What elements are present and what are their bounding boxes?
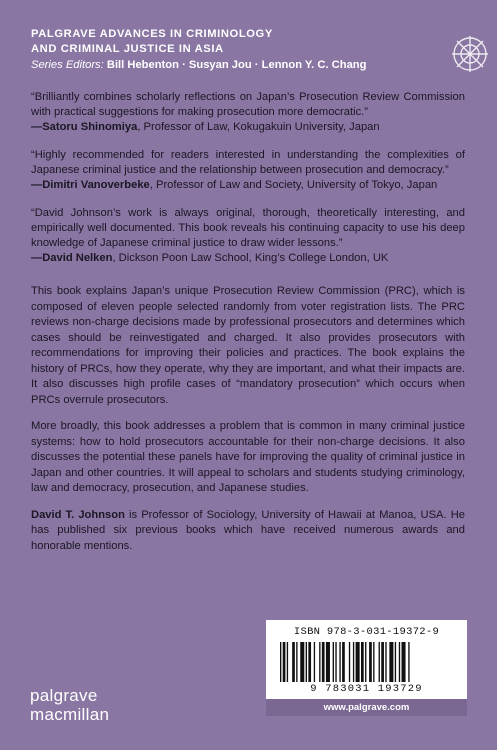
attr-dash: — [31,179,43,191]
endorsement-1 [31,90,465,135]
series-title: PALGRAVE ADVANCES IN CRIMINOLOGY AND CRIMINAL JUSTICE IN ASIA [31,28,273,55]
editors-names: Bill Hebenton · Susyan Jou · Lennon Y. C. Chang [106,59,367,71]
endorsement-attribution [31,120,465,135]
attr-dash: — [31,121,43,133]
endorsement-text: “Brilliantly combines scholarly reflections on Japan’s Prosecution Review Commission with practical suggestions for making prosecution more democratic.” [31,91,465,118]
endorsement-3 [31,206,465,266]
endorser-name: Dimitri Vanoverbeke [42,179,150,191]
endorser-affiliation: , Professor of Law, Kokugakuin University, Japan [137,121,380,133]
endorser-affiliation: , Dickson Poon Law School, King’s College London, UK [112,252,389,264]
endorsement-text: “Highly recommended for readers interested in understanding the complexities of Japanese criminal justice and the relationship between prosecution and democracy.” [31,149,465,176]
barcode [278,642,455,682]
isbn-label: ISBN 978-3-031-19372-9 [293,626,440,638]
endorser-affiliation: , Professor of Law and Society, University of Tokyo, Japan [149,179,438,191]
publisher-logo-line1: palgrave [30,686,98,705]
description-paragraph-2: More broadly, this book addresses a problem that is common in many criminal justice systems: how to hold prosecutors accountable for their non-charge decisions. It also discusses the potential these panels have for improving the quality of criminal justice in Japan and other countries. It will appeal to scholars and students studying criminology, law and democracy, prosecution, and Japanese studies. [31,420,465,494]
publisher-logo-line2: macmillan [30,705,110,724]
description-paragraph-1: This book explains Japan’s unique Prosecution Review Commission (PRC), which is composed of eleven people selected randomly from voter registration lists. The PRC reviews non-charge decisions made by professional prosecutors and determines which cases should be reinvestigated and charged. It also provides prosecutors with recommendations for improving their policies and practices. The book explains the history of PRCs, how they operate, why they are important, and what their impacts are. It also discusses high profile cases of “mandatory prosecution” which occurs when PRCs overrule prosecutors. [31,285,465,406]
barcode-box [266,620,467,716]
publisher-logo [30,686,109,724]
endorsement-attribution [31,251,465,266]
author-bio-text: is Professor of Sociology, University of Hawaii at Manoa, USA. He has published six previous books which have received numerous awards and honorable mentions. [31,508,465,552]
author-bio [31,508,465,555]
publisher-url: www.palgrave.com [266,699,467,716]
endorser-name: Satoru Shinomiya [42,121,138,133]
endorsement-text: “David Johnson’s work is always original, thorough, theoretically interesting, and empirically well documented. This book reveals his continuing capacity to use his deep knowledge of Japanese criminal justice to draw wider lessons.” [31,207,465,249]
author-name: David T. Johnson [31,508,125,521]
barcode-digits: 9 783031 193729 [310,683,423,695]
endorser-name: David Nelken [42,252,113,264]
editors-label: Series Editors: [31,59,104,71]
attr-dash: — [31,252,43,264]
endorsement-attribution [31,178,465,193]
endorsement-2 [31,148,465,193]
series-editors [31,58,431,73]
series-header [31,27,431,73]
palgrave-mark-icon [448,32,492,76]
back-cover-content [31,90,465,554]
